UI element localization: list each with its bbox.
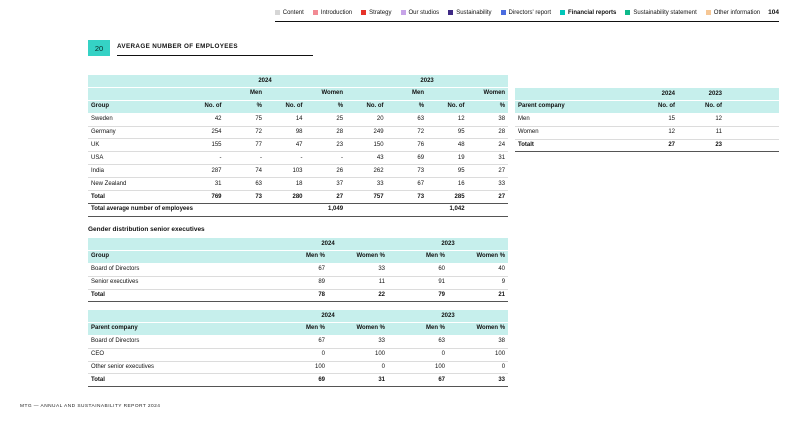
column-label: %: [387, 100, 428, 113]
table-row: [515, 113, 779, 126]
column-label: Parent company: [515, 100, 628, 113]
value-cell: 26: [336, 167, 344, 174]
column-label: %: [225, 100, 266, 113]
value-cell: 40: [498, 266, 506, 273]
column-label: Women %: [328, 250, 388, 263]
value-cell: 100: [314, 364, 325, 371]
value-cell: 38: [498, 338, 506, 345]
column-label: Women %: [448, 250, 508, 263]
column-label: No. of: [628, 100, 678, 113]
gender-label: Men: [346, 87, 427, 100]
value-cell: 27: [498, 193, 506, 200]
legend-item-other-information[interactable]: [706, 10, 760, 16]
value-cell: 150: [373, 141, 384, 148]
legend-swatch-icon: [448, 10, 453, 15]
column-label: Group: [88, 250, 268, 263]
value-cell: 33: [378, 266, 386, 273]
table-row: [88, 276, 508, 289]
value-cell: 67: [417, 180, 425, 187]
legend-label: Content: [282, 9, 304, 16]
value-cell: 95: [457, 129, 465, 136]
row-label: Other senior executives: [91, 364, 155, 371]
legend-swatch-icon: [361, 10, 366, 15]
column-label: No. of: [427, 100, 468, 113]
legend-swatch-icon: [401, 10, 406, 15]
value-cell: 38: [498, 116, 506, 123]
value-cell: 42: [214, 116, 222, 123]
legend-item-directors-report[interactable]: [501, 10, 552, 16]
value-cell: 21: [498, 292, 506, 299]
column-header-row: [515, 100, 779, 113]
corner-cell: [725, 88, 779, 100]
year-label: 2024: [268, 238, 388, 250]
value-cell: 67: [438, 376, 446, 383]
row-label: Senior executives: [91, 279, 139, 286]
value-cell: 0: [501, 364, 506, 371]
year-label: 2024: [184, 75, 346, 87]
value-cell: 19: [457, 154, 465, 161]
senior-parent-table: [88, 310, 508, 387]
legend-swatch-icon: [560, 10, 565, 15]
row-label: Board of Directors: [91, 266, 140, 273]
year-header-row: [88, 75, 508, 87]
value-cell: 25: [336, 116, 344, 123]
summary-row: [88, 203, 508, 216]
legend-swatch-icon: [501, 10, 506, 15]
corner-cell: [88, 310, 268, 322]
legend-label: Financial reports: [568, 9, 617, 16]
column-label: No. of: [184, 100, 225, 113]
row-label: India: [91, 167, 105, 174]
row-label: Totalt: [518, 142, 534, 149]
column-header-row: [88, 322, 508, 335]
legend-label: Sustainability: [456, 9, 492, 16]
value-cell: 12: [457, 116, 465, 123]
year-header-row: [88, 238, 508, 250]
value-cell: 11: [378, 279, 386, 286]
parent-table-body: [515, 113, 779, 152]
column-label: %: [306, 100, 347, 113]
year-label: 2024: [268, 310, 388, 322]
legend-swatch-icon: [706, 10, 711, 15]
note-header: [88, 40, 313, 56]
value-cell: 48: [457, 141, 465, 148]
senior-parent-body: [88, 335, 508, 387]
value-cell: 12: [715, 116, 722, 123]
value-cell: 15: [668, 116, 675, 123]
column-label: No. of: [678, 100, 725, 113]
gender-label: Men: [184, 87, 265, 100]
value-cell: -: [341, 154, 344, 161]
legend-label: Our studios: [408, 9, 440, 16]
value-cell: 262: [373, 167, 384, 174]
value-cell: 91: [438, 279, 446, 286]
corner-cell: [88, 238, 268, 250]
year-header-row: [88, 310, 508, 322]
value-cell: 100: [435, 364, 446, 371]
value-cell: 0: [381, 364, 386, 371]
gender-label: Women: [427, 87, 508, 100]
table-row: [88, 152, 508, 165]
value-cell: 72: [417, 129, 425, 136]
row-label: Total: [91, 376, 105, 383]
senior-section-title: Gender distribution senior executives: [88, 226, 205, 233]
row-label: Total: [91, 193, 105, 200]
value-cell: 77: [255, 141, 262, 148]
column-label: No. of: [346, 100, 387, 113]
value-cell: 155: [211, 141, 222, 148]
value-cell: 98: [295, 129, 303, 136]
value-cell: 103: [292, 167, 303, 174]
summary-label: Total average number of employees: [91, 206, 193, 213]
table-row: [88, 113, 508, 126]
value-cell: 63: [255, 180, 262, 187]
corner-cell: [725, 100, 779, 113]
column-label: Men %: [268, 250, 328, 263]
value-cell: 769: [211, 193, 222, 200]
column-label: %: [468, 100, 509, 113]
value-cell: 24: [498, 141, 506, 148]
row-label: CEO: [91, 351, 105, 358]
value-cell: 23: [336, 141, 344, 148]
value-cell: 31: [378, 376, 386, 383]
year-header-row: [515, 88, 779, 100]
value-cell: 31: [214, 180, 222, 187]
note-title: AVERAGE NUMBER OF EMPLOYEES: [117, 40, 313, 56]
legend-item-introduction[interactable]: [313, 10, 352, 16]
table-row: [88, 374, 508, 387]
column-label: Men %: [388, 250, 448, 263]
year-label: 2024: [628, 88, 678, 100]
gender-label: Women: [265, 87, 346, 100]
year-label: 2023: [346, 75, 508, 87]
value-cell: 63: [417, 116, 425, 123]
value-cell: 74: [255, 167, 262, 174]
value-cell: 12: [668, 129, 675, 136]
value-cell: 11: [715, 129, 722, 136]
column-label: Men %: [388, 322, 448, 335]
gender-header-row: [88, 87, 508, 100]
senior-parent-head: [88, 310, 508, 335]
corner-cell: [515, 88, 628, 100]
table-row: [88, 191, 508, 204]
value-cell: 100: [495, 351, 506, 358]
empty-cell: [725, 139, 779, 152]
row-label: Women: [518, 129, 539, 136]
row-label: New Zealand: [91, 180, 127, 187]
summary-total-2024: 1,049: [328, 206, 344, 213]
value-cell: 79: [438, 292, 446, 299]
column-label: Women %: [448, 322, 508, 335]
empty-cell: [725, 113, 779, 126]
value-cell: 285: [454, 193, 465, 200]
legend-bar: [275, 9, 779, 22]
parent-table-head: [515, 88, 779, 113]
row-label: UK: [91, 141, 100, 148]
value-cell: -: [219, 154, 222, 161]
legend-item-financial-reports[interactable]: [560, 10, 616, 16]
page-number: 104: [768, 9, 779, 16]
value-cell: 73: [417, 167, 425, 174]
value-cell: 100: [375, 351, 386, 358]
value-cell: 95: [457, 167, 465, 174]
table-row: [88, 348, 508, 361]
summary-total-2023: 1,042: [449, 206, 465, 213]
value-cell: 73: [417, 193, 425, 200]
row-label: USA: [91, 154, 104, 161]
column-header-row: [88, 250, 508, 263]
value-cell: 78: [318, 292, 325, 299]
legend-label: Strategy: [369, 9, 392, 16]
row-label: Germany: [91, 129, 116, 136]
value-cell: 33: [498, 376, 506, 383]
value-cell: 67: [318, 266, 325, 273]
legend-items: [275, 10, 760, 16]
value-cell: 69: [318, 376, 325, 383]
table-row: [88, 178, 508, 191]
value-cell: 89: [318, 279, 325, 286]
value-cell: 69: [417, 154, 425, 161]
value-cell: 254: [211, 129, 222, 136]
empty-cell: [725, 126, 779, 139]
legend-label: Directors' report: [508, 9, 552, 16]
table-row: [88, 139, 508, 152]
value-cell: 14: [295, 116, 303, 123]
value-cell: 16: [457, 180, 465, 187]
table-row: [88, 289, 508, 302]
year-label: 2023: [388, 238, 508, 250]
legend-label: Sustainability statement: [633, 9, 697, 16]
value-cell: 76: [417, 141, 425, 148]
value-cell: 0: [441, 351, 446, 358]
empty-cell: [468, 203, 509, 216]
value-cell: 27: [668, 142, 675, 149]
legend-item-sustainability[interactable]: [448, 10, 491, 16]
corner-cell: [88, 75, 184, 87]
value-cell: 75: [255, 116, 262, 123]
senior-group-table: [88, 238, 508, 302]
legend-swatch-icon: [275, 10, 280, 15]
senior-group-head: [88, 238, 508, 263]
value-cell: 287: [211, 167, 222, 174]
table-row: [88, 126, 508, 139]
column-label: Group: [88, 100, 184, 113]
value-cell: 280: [292, 193, 303, 200]
value-cell: 47: [295, 141, 303, 148]
table-row: [515, 126, 779, 139]
employees-table: [88, 75, 508, 217]
value-cell: -: [260, 154, 262, 161]
year-label: 2023: [678, 88, 725, 100]
value-cell: 43: [376, 154, 384, 161]
legend-swatch-icon: [625, 10, 630, 15]
value-cell: 73: [255, 193, 262, 200]
table-row: [515, 139, 779, 152]
value-cell: 757: [373, 193, 384, 200]
value-cell: 28: [498, 129, 506, 136]
corner-cell: [88, 87, 184, 100]
parent-company-table: [515, 88, 779, 152]
column-label: No. of: [265, 100, 306, 113]
value-cell: 72: [255, 129, 262, 136]
senior-group-body: [88, 263, 508, 302]
table-row: [88, 263, 508, 276]
value-cell: -: [300, 154, 303, 161]
value-cell: 27: [336, 193, 344, 200]
column-label: Parent company: [88, 322, 268, 335]
value-cell: 33: [498, 180, 506, 187]
value-cell: 37: [336, 180, 344, 187]
employees-table-body: [88, 113, 508, 216]
employees-table-head: [88, 75, 508, 113]
note-number-badge: [88, 40, 110, 56]
row-label: Total: [91, 292, 105, 299]
value-cell: 33: [378, 338, 386, 345]
value-cell: 28: [336, 129, 344, 136]
value-cell: 27: [498, 167, 506, 174]
table-row: [88, 335, 508, 348]
report-footer: MTG — ANNUAL AND SUSTAINABILITY REPORT 2024: [20, 404, 161, 409]
legend-item-content[interactable]: [275, 10, 304, 16]
legend-swatch-icon: [313, 10, 318, 15]
column-header-row: [88, 100, 508, 113]
value-cell: 33: [376, 180, 384, 187]
table-row: [88, 165, 508, 178]
value-cell: 18: [295, 180, 303, 187]
value-cell: 60: [438, 266, 446, 273]
legend-label: Introduction: [320, 9, 353, 16]
column-label: Men %: [268, 322, 328, 335]
year-label: 2023: [388, 310, 508, 322]
value-cell: 63: [438, 338, 446, 345]
row-label: Sweden: [91, 116, 113, 123]
value-cell: 249: [373, 129, 384, 136]
value-cell: 67: [318, 338, 325, 345]
value-cell: 22: [378, 292, 386, 299]
note-number: 20: [94, 43, 104, 53]
legend-item-our-studios[interactable]: [401, 10, 440, 16]
legend-label: Other information: [713, 9, 761, 16]
value-cell: 9: [501, 279, 506, 286]
column-label: Women %: [328, 322, 388, 335]
value-cell: 0: [321, 351, 325, 358]
table-row: [88, 361, 508, 374]
legend-item-sustainability-statement[interactable]: [625, 10, 696, 16]
row-label: Board of Directors: [91, 338, 140, 345]
row-label: Men: [518, 116, 530, 123]
value-cell: 23: [715, 142, 722, 149]
legend-item-strategy[interactable]: [361, 10, 391, 16]
value-cell: 31: [498, 154, 506, 161]
value-cell: 20: [376, 116, 384, 123]
